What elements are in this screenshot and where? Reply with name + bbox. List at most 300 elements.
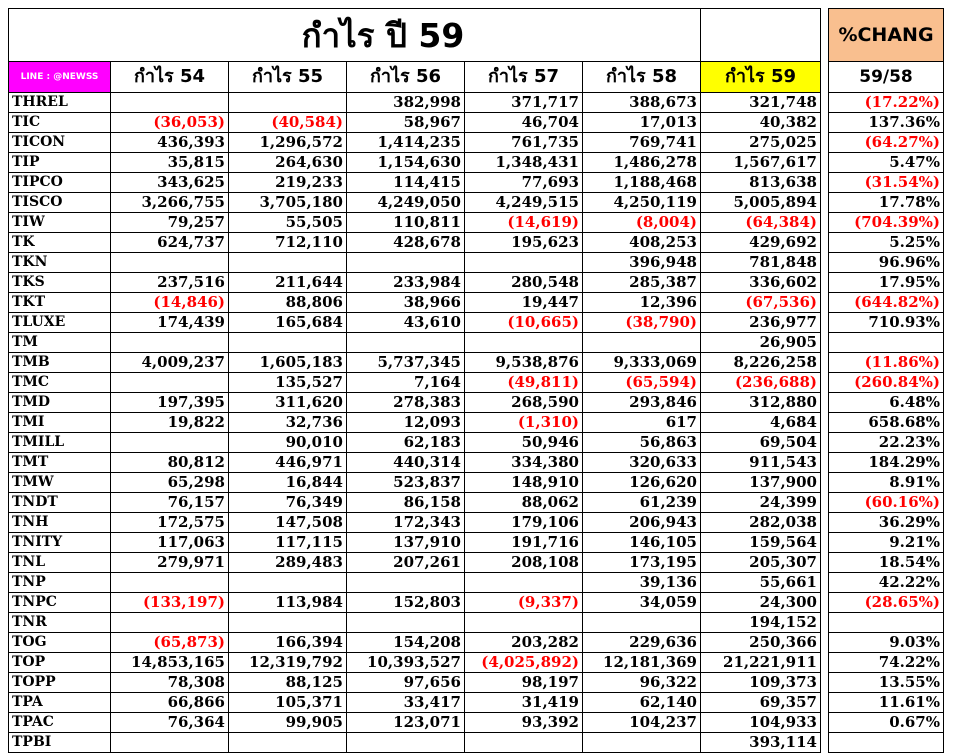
profit-value-55: 712,110 — [229, 233, 347, 253]
column-gap — [821, 373, 829, 393]
profit-value-59: 429,692 — [701, 233, 821, 253]
table-row — [9, 253, 944, 273]
profit-value-57: (10,665) — [465, 313, 583, 333]
column-gap — [821, 93, 829, 113]
profit-value-54: 14,853,165 — [111, 653, 229, 673]
table-row — [9, 653, 944, 673]
profit-value-58: 96,322 — [583, 673, 701, 693]
profit-value-56: 278,383 — [347, 393, 465, 413]
profit-value-54: (65,873) — [111, 633, 229, 653]
profit-value-58: 39,136 — [583, 573, 701, 593]
table-row — [9, 593, 944, 613]
profit-value-57: 148,910 — [465, 473, 583, 493]
profit-value-58: 206,943 — [583, 513, 701, 533]
profit-value-55 — [229, 253, 347, 273]
table-row — [9, 393, 944, 413]
profit-value-58 — [583, 613, 701, 633]
profit-value-55: 55,505 — [229, 213, 347, 233]
profit-value-54: 35,815 — [111, 153, 229, 173]
pct-change: (644.82%) — [829, 293, 944, 313]
profit-value-54: (14,846) — [111, 293, 229, 313]
profit-value-59: 312,880 — [701, 393, 821, 413]
column-gap — [821, 313, 829, 333]
profit-value-54: 19,822 — [111, 413, 229, 433]
stock-symbol: TNDT — [9, 493, 111, 513]
profit-value-57: 77,693 — [465, 173, 583, 193]
column-gap — [821, 433, 829, 453]
profit-value-59: 21,221,911 — [701, 653, 821, 673]
profit-value-58: 56,863 — [583, 433, 701, 453]
profit-value-56 — [347, 573, 465, 593]
profit-value-58: 396,948 — [583, 253, 701, 273]
stock-symbol: TLUXE — [9, 313, 111, 333]
column-gap — [821, 693, 829, 713]
profit-value-59: 109,373 — [701, 673, 821, 693]
table-row — [9, 513, 944, 533]
stock-symbol: TMW — [9, 473, 111, 493]
profit-value-58: 173,195 — [583, 553, 701, 573]
line-badge: LINE : @NEWSS — [9, 62, 111, 93]
profit-value-59: 205,307 — [701, 553, 821, 573]
profit-value-55: 12,319,792 — [229, 653, 347, 673]
profit-value-55: 311,620 — [229, 393, 347, 413]
profit-value-55: 113,984 — [229, 593, 347, 613]
table-row — [9, 133, 944, 153]
profit-value-58: (8,004) — [583, 213, 701, 233]
profit-value-58: 146,105 — [583, 533, 701, 553]
profit-value-59: 781,848 — [701, 253, 821, 273]
profit-value-57: 31,419 — [465, 693, 583, 713]
profit-value-55: 3,705,180 — [229, 193, 347, 213]
table-row — [9, 433, 944, 453]
column-gap — [821, 713, 829, 733]
stock-symbol: TMT — [9, 453, 111, 473]
profit-value-59: 1,567,617 — [701, 153, 821, 173]
profit-value-57 — [465, 613, 583, 633]
pct-change: (60.16%) — [829, 493, 944, 513]
profit-value-56 — [347, 333, 465, 353]
profit-value-58: (65,594) — [583, 373, 701, 393]
profit-value-54: 4,009,237 — [111, 353, 229, 373]
table-row — [9, 153, 944, 173]
table-row — [9, 453, 944, 473]
profit-value-59: 24,300 — [701, 593, 821, 613]
profit-value-58 — [583, 733, 701, 753]
column-gap — [821, 9, 829, 62]
profit-value-56: 110,811 — [347, 213, 465, 233]
stock-symbol: TMD — [9, 393, 111, 413]
pct-change: 9.21% — [829, 533, 944, 553]
profit-value-58: 9,333,069 — [583, 353, 701, 373]
profit-value-58: 4,250,119 — [583, 193, 701, 213]
profit-value-58: 62,140 — [583, 693, 701, 713]
profit-value-57: 50,946 — [465, 433, 583, 453]
pct-change: 18.54% — [829, 553, 944, 573]
profit-value-54 — [111, 373, 229, 393]
profit-value-56: 152,803 — [347, 593, 465, 613]
profit-value-56: 207,261 — [347, 553, 465, 573]
pct-change: 13.55% — [829, 673, 944, 693]
column-gap — [821, 62, 829, 93]
stock-symbol: TOPP — [9, 673, 111, 693]
column-header-59: กำไร 59 — [701, 62, 821, 93]
stock-symbol: TIC — [9, 113, 111, 133]
pct-change: 5.25% — [829, 233, 944, 253]
title-blank-cell — [701, 9, 821, 62]
pct-change: 11.61% — [829, 693, 944, 713]
table-row — [9, 733, 944, 753]
profit-value-57: 19,447 — [465, 293, 583, 313]
profit-value-57: 761,735 — [465, 133, 583, 153]
profit-value-57 — [465, 733, 583, 753]
profit-value-57: (1,310) — [465, 413, 583, 433]
pct-change: 17.78% — [829, 193, 944, 213]
profit-value-59: 336,602 — [701, 273, 821, 293]
profit-value-58: 104,237 — [583, 713, 701, 733]
profit-value-58: 17,013 — [583, 113, 701, 133]
profit-value-58: 126,620 — [583, 473, 701, 493]
page-title: กำไร ปี 59 — [9, 9, 701, 62]
profit-value-59: 911,543 — [701, 453, 821, 473]
profit-value-57: 280,548 — [465, 273, 583, 293]
profit-value-56: 382,998 — [347, 93, 465, 113]
profit-value-58 — [583, 333, 701, 353]
profit-value-56: 172,343 — [347, 513, 465, 533]
profit-value-55 — [229, 733, 347, 753]
stock-symbol: TNPC — [9, 593, 111, 613]
column-gap — [821, 253, 829, 273]
profit-value-55: 135,527 — [229, 373, 347, 393]
profit-value-57: 191,716 — [465, 533, 583, 553]
stock-symbol: TMC — [9, 373, 111, 393]
table-row — [9, 633, 944, 653]
profit-value-58: 61,239 — [583, 493, 701, 513]
profit-value-55: 147,508 — [229, 513, 347, 533]
profit-value-59: 275,025 — [701, 133, 821, 153]
table-row — [9, 233, 944, 253]
table-row — [9, 353, 944, 373]
profit-value-57: 9,538,876 — [465, 353, 583, 373]
table-row — [9, 613, 944, 633]
pct-change: (704.39%) — [829, 213, 944, 233]
profit-value-58: 285,387 — [583, 273, 701, 293]
profit-value-57 — [465, 253, 583, 273]
stock-symbol: TICON — [9, 133, 111, 153]
profit-value-56: 1,414,235 — [347, 133, 465, 153]
stock-symbol: TNR — [9, 613, 111, 633]
profit-value-55: 1,296,572 — [229, 133, 347, 153]
profit-value-56: 97,656 — [347, 673, 465, 693]
profit-value-57 — [465, 573, 583, 593]
pct-change: 36.29% — [829, 513, 944, 533]
pct-change: 22.23% — [829, 433, 944, 453]
profit-value-58: 388,673 — [583, 93, 701, 113]
column-gap — [821, 273, 829, 293]
pct-change: 137.36% — [829, 113, 944, 133]
table-row — [9, 673, 944, 693]
profit-value-54: 237,516 — [111, 273, 229, 293]
profit-value-55: 117,115 — [229, 533, 347, 553]
column-gap — [821, 333, 829, 353]
profit-value-55 — [229, 573, 347, 593]
profit-value-56: 12,093 — [347, 413, 465, 433]
column-gap — [821, 493, 829, 513]
table-row — [9, 313, 944, 333]
profit-value-59: 55,661 — [701, 573, 821, 593]
table-row — [9, 533, 944, 553]
stock-symbol: TKN — [9, 253, 111, 273]
profit-value-59: 159,564 — [701, 533, 821, 553]
profit-value-54: 436,393 — [111, 133, 229, 153]
profit-value-55: 165,684 — [229, 313, 347, 333]
stock-symbol: TPA — [9, 693, 111, 713]
column-header-54: กำไร 54 — [111, 62, 229, 93]
profit-value-55: 264,630 — [229, 153, 347, 173]
stock-symbol: TMILL — [9, 433, 111, 453]
table-row — [9, 693, 944, 713]
table-row — [9, 573, 944, 593]
chang-header: %CHANG — [829, 9, 944, 62]
profit-value-56: 123,071 — [347, 713, 465, 733]
table-row — [9, 713, 944, 733]
profit-value-54: 3,266,755 — [111, 193, 229, 213]
profit-value-56: 4,249,050 — [347, 193, 465, 213]
stock-symbol: TOG — [9, 633, 111, 653]
profit-value-58: (38,790) — [583, 313, 701, 333]
column-gap — [821, 673, 829, 693]
profit-value-59: 250,366 — [701, 633, 821, 653]
stock-symbol: TOP — [9, 653, 111, 673]
profit-value-55: 88,806 — [229, 293, 347, 313]
profit-value-57: 179,106 — [465, 513, 583, 533]
profit-value-56 — [347, 733, 465, 753]
column-header-57: กำไร 57 — [465, 62, 583, 93]
column-gap — [821, 393, 829, 413]
profit-value-58: 1,486,278 — [583, 153, 701, 173]
profit-value-55 — [229, 93, 347, 113]
profit-value-54 — [111, 253, 229, 273]
stock-symbol: TK — [9, 233, 111, 253]
table-row — [9, 373, 944, 393]
profit-value-54 — [111, 573, 229, 593]
column-gap — [821, 733, 829, 753]
table-row — [9, 93, 944, 113]
profit-value-56: 43,610 — [347, 313, 465, 333]
table-row — [9, 293, 944, 313]
profit-value-58: 293,846 — [583, 393, 701, 413]
table-row — [9, 493, 944, 513]
table-row — [9, 213, 944, 233]
pct-change: 74.22% — [829, 653, 944, 673]
column-header-58: กำไร 58 — [583, 62, 701, 93]
profit-value-55: 76,349 — [229, 493, 347, 513]
profit-value-57: (4,025,892) — [465, 653, 583, 673]
profit-value-57: (14,619) — [465, 213, 583, 233]
pct-change: 184.29% — [829, 453, 944, 473]
profit-value-56: 10,393,527 — [347, 653, 465, 673]
profit-value-57: (49,811) — [465, 373, 583, 393]
pct-header: 59/58 — [829, 62, 944, 93]
profit-value-55: (40,584) — [229, 113, 347, 133]
profit-value-54 — [111, 433, 229, 453]
pct-change: (260.84%) — [829, 373, 944, 393]
pct-change: 710.93% — [829, 313, 944, 333]
profit-value-57 — [465, 333, 583, 353]
profit-value-57: 334,380 — [465, 453, 583, 473]
stock-symbol: THREL — [9, 93, 111, 113]
column-gap — [821, 193, 829, 213]
table-row — [9, 193, 944, 213]
profit-value-59: 8,226,258 — [701, 353, 821, 373]
profit-value-56: 233,984 — [347, 273, 465, 293]
column-gap — [821, 153, 829, 173]
profit-value-58: 12,396 — [583, 293, 701, 313]
profit-value-59: (67,536) — [701, 293, 821, 313]
table-row — [9, 333, 944, 353]
profit-value-54: (133,197) — [111, 593, 229, 613]
profit-value-54: 66,866 — [111, 693, 229, 713]
profit-value-54: 79,257 — [111, 213, 229, 233]
table-row — [9, 173, 944, 193]
profit-value-57: (9,337) — [465, 593, 583, 613]
profit-value-56: 62,183 — [347, 433, 465, 453]
profit-value-57: 371,717 — [465, 93, 583, 113]
profit-table — [8, 8, 944, 753]
column-gap — [821, 473, 829, 493]
profit-value-59: 236,977 — [701, 313, 821, 333]
profit-value-59: 137,900 — [701, 473, 821, 493]
profit-value-54: 117,063 — [111, 533, 229, 553]
profit-value-54: 174,439 — [111, 313, 229, 333]
profit-value-59: 393,114 — [701, 733, 821, 753]
profit-value-59: 5,005,894 — [701, 193, 821, 213]
profit-value-54 — [111, 333, 229, 353]
stock-symbol: TNL — [9, 553, 111, 573]
profit-value-59: (64,384) — [701, 213, 821, 233]
profit-value-54: (36,053) — [111, 113, 229, 133]
stock-symbol: TIP — [9, 153, 111, 173]
profit-value-54: 78,308 — [111, 673, 229, 693]
pct-change: (31.54%) — [829, 173, 944, 193]
pct-change: (17.22%) — [829, 93, 944, 113]
profit-value-54: 65,298 — [111, 473, 229, 493]
stock-symbol: TPBI — [9, 733, 111, 753]
profit-value-57: 93,392 — [465, 713, 583, 733]
pct-change: 8.91% — [829, 473, 944, 493]
table-row — [9, 413, 944, 433]
profit-value-56: 38,966 — [347, 293, 465, 313]
profit-value-54: 76,364 — [111, 713, 229, 733]
pct-change: 42.22% — [829, 573, 944, 593]
profit-value-59: 40,382 — [701, 113, 821, 133]
profit-value-55: 211,644 — [229, 273, 347, 293]
profit-value-56: 440,314 — [347, 453, 465, 473]
profit-value-56: 114,415 — [347, 173, 465, 193]
profit-value-55: 16,844 — [229, 473, 347, 493]
profit-value-59: 282,038 — [701, 513, 821, 533]
profit-value-54: 279,971 — [111, 553, 229, 573]
pct-change: (64.27%) — [829, 133, 944, 153]
column-gap — [821, 653, 829, 673]
column-gap — [821, 113, 829, 133]
profit-value-57: 4,249,515 — [465, 193, 583, 213]
column-gap — [821, 613, 829, 633]
profit-value-59: 321,748 — [701, 93, 821, 113]
profit-value-59: 69,504 — [701, 433, 821, 453]
profit-value-56: 137,910 — [347, 533, 465, 553]
pct-change: 0.67% — [829, 713, 944, 733]
profit-value-55: 32,736 — [229, 413, 347, 433]
stock-symbol: TNH — [9, 513, 111, 533]
profit-value-57: 88,062 — [465, 493, 583, 513]
profit-value-56: 58,967 — [347, 113, 465, 133]
profit-value-58: 617 — [583, 413, 701, 433]
pct-change — [829, 613, 944, 633]
profit-value-58: 34,059 — [583, 593, 701, 613]
profit-value-55: 219,233 — [229, 173, 347, 193]
profit-value-55 — [229, 333, 347, 353]
profit-value-59: 69,357 — [701, 693, 821, 713]
profit-value-58: 12,181,369 — [583, 653, 701, 673]
column-gap — [821, 453, 829, 473]
pct-change: (11.86%) — [829, 353, 944, 373]
profit-value-56: 154,208 — [347, 633, 465, 653]
profit-value-54: 343,625 — [111, 173, 229, 193]
profit-value-54 — [111, 733, 229, 753]
profit-value-58: 1,188,468 — [583, 173, 701, 193]
profit-value-55 — [229, 613, 347, 633]
profit-value-59: 26,905 — [701, 333, 821, 353]
profit-value-54 — [111, 93, 229, 113]
table-row — [9, 273, 944, 293]
profit-value-55: 99,905 — [229, 713, 347, 733]
profit-value-59: (236,688) — [701, 373, 821, 393]
profit-value-58: 320,633 — [583, 453, 701, 473]
stock-symbol: TM — [9, 333, 111, 353]
pct-change: (28.65%) — [829, 593, 944, 613]
profit-value-57: 1,348,431 — [465, 153, 583, 173]
profit-value-56: 33,417 — [347, 693, 465, 713]
profit-value-56: 1,154,630 — [347, 153, 465, 173]
profit-value-56: 86,158 — [347, 493, 465, 513]
column-gap — [821, 633, 829, 653]
column-header-55: กำไร 55 — [229, 62, 347, 93]
stock-symbol: TIW — [9, 213, 111, 233]
profit-value-55: 88,125 — [229, 673, 347, 693]
stock-symbol: TMI — [9, 413, 111, 433]
column-gap — [821, 593, 829, 613]
column-gap — [821, 533, 829, 553]
table-row — [9, 473, 944, 493]
profit-value-58: 229,636 — [583, 633, 701, 653]
profit-value-57: 268,590 — [465, 393, 583, 413]
profit-value-57: 46,704 — [465, 113, 583, 133]
profit-value-55: 105,371 — [229, 693, 347, 713]
column-gap — [821, 553, 829, 573]
profit-value-58: 769,741 — [583, 133, 701, 153]
pct-change — [829, 333, 944, 353]
pct-change: 5.47% — [829, 153, 944, 173]
pct-change: 6.48% — [829, 393, 944, 413]
stock-symbol: TMB — [9, 353, 111, 373]
profit-value-55: 90,010 — [229, 433, 347, 453]
profit-value-57: 203,282 — [465, 633, 583, 653]
profit-value-55: 446,971 — [229, 453, 347, 473]
column-gap — [821, 573, 829, 593]
table-row — [9, 113, 944, 133]
profit-value-56 — [347, 253, 465, 273]
profit-value-54: 197,395 — [111, 393, 229, 413]
